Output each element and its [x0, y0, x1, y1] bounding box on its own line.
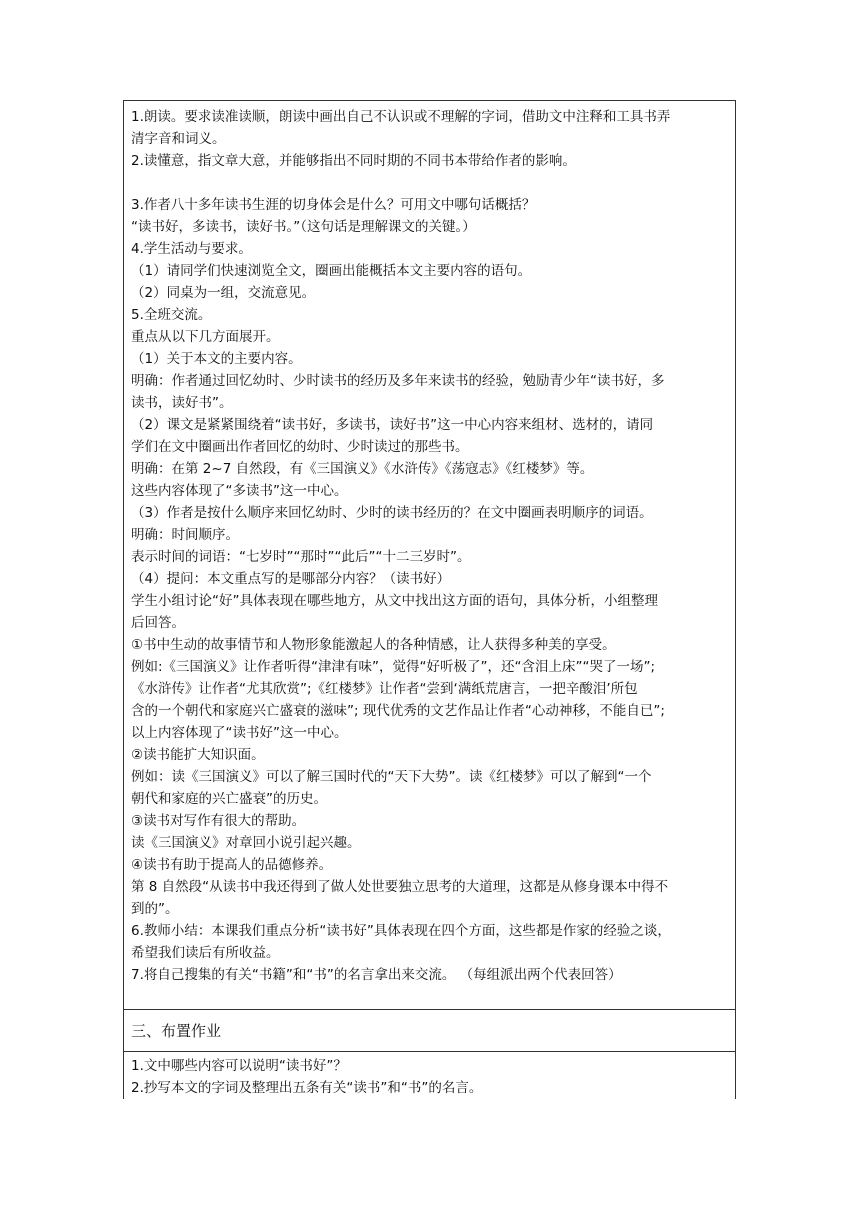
lesson-line: 后回答。: [131, 615, 185, 631]
lesson-line: ②读书能扩大知识面。: [131, 747, 265, 763]
lesson-line: 第 8 自然段“从读书中我还得到了做人处世要独立思考的大道理，这都是从修身课本中得不: [131, 879, 669, 895]
lesson-line: 学们在文中圈画出作者回忆的幼时、少时读过的那些书。: [131, 439, 469, 455]
homework-line: 2.抄写本文的字词及整理出五条有关“读书”和“书”的名言。: [131, 1080, 483, 1096]
lesson-line: 4.学生活动与要求。: [131, 241, 252, 257]
lesson-line: （1）请同学们快速浏览全文，圈画出能概括本文主要内容的语句。: [131, 263, 532, 279]
lesson-line: 《水浒传》让作者“尤其欣赏”;《红楼梦》让作者“尝到‘满纸荒唐言，一把辛酸泪’所包: [131, 681, 638, 697]
lesson-line: ③读书对写作有很大的帮助。: [131, 813, 306, 829]
lesson-line: 学生小组讨论“好”具体表现在哪些地方，从文中找出这方面的语句，具体分析，小组整理: [131, 593, 658, 609]
lesson-line: 明确：作者通过回忆幼时、少时读书的经历及多年来读书的经验，勉励青少年“读书好，多: [131, 373, 665, 389]
lesson-line: ④读书有助于提高人的品德修养。: [131, 857, 333, 873]
lesson-line: 以上内容体现了“读书好”这一中心。: [131, 725, 348, 741]
lesson-line: “读书好，多读书，读好书。”（这句话是理解课文的关键。）: [131, 219, 476, 235]
row-divider: [124, 1051, 735, 1052]
lesson-line: 明确：在第 2~7 自然段，有《三国演义》《水浒传》《荡寇志》《红楼梦》等。: [131, 461, 594, 477]
lesson-line: 1.朗读。要求读准读顺，朗读中画出自己不认识或不理解的字词，借助文中注释和工具书弄: [131, 109, 671, 125]
lesson-line: 读《三国演义》对章回小说引起兴趣。: [131, 835, 361, 851]
lesson-line: 明确：时间顺序。: [131, 527, 239, 543]
lesson-line: 2.读懂意，指文章大意，并能够指出不同时期的不同书本带给作者的影响。: [131, 153, 576, 169]
lesson-line: 朝代和家庭的兴亡盛衰”的历史。: [131, 791, 327, 807]
lesson-line: 含的一个朝代和家庭兴亡盛衰的滋味”; 现代优秀的文艺作品让作者“心动神移，不能自已”;: [131, 703, 665, 719]
lesson-line: 重点从以下几方面展开。: [131, 329, 280, 345]
lesson-line: 希望我们读后有所收益。: [131, 945, 280, 961]
lesson-line: 清字音和词义。: [131, 131, 226, 147]
lesson-line: 7.将自己搜集的有关“书籍”和“书”的名言拿出来交流。 （每组派出两个代表回答）: [131, 967, 622, 983]
lesson-line: 例如:《三国演义》让作者听得“津津有味”，觉得“好听极了”，还“含泪上床”“哭了一场”;: [131, 659, 656, 675]
lesson-line: 到的”。: [131, 901, 179, 917]
lesson-line: 这些内容体现了“多读书”这一中心。: [131, 483, 348, 499]
lesson-line: ①书中生动的故事情节和人物形象能激起人的各种情感，让人获得多种美的享受。: [131, 637, 616, 653]
lesson-line: 例如：读《三国演义》可以了解三国时代的“天下大势”。读《红楼梦》可以了解到“一个: [131, 769, 652, 785]
lesson-line: （4）提问：本文重点写的是哪部分内容？（读书好）: [131, 571, 451, 587]
lesson-table: [123, 100, 736, 1099]
lesson-line: 3.作者八十多年读书生涯的切身体会是什么？可用文中哪句话概括？: [131, 197, 536, 213]
lesson-line: （2）同桌为一组，交流意见。: [131, 285, 316, 301]
lesson-line: 5.全班交流。: [131, 307, 212, 323]
homework-line: 1.文中哪些内容可以说明“读书好”？: [131, 1058, 347, 1074]
lesson-line: 6.教师小结：本课我们重点分析“读书好”具体表现在四个方面，这些都是作家的经验之谈，: [131, 923, 671, 939]
lesson-line: （1）关于本文的主要内容。: [131, 351, 302, 367]
lesson-line: 表示时间的词语：“七岁时”“那时”“此后”“十二三岁时”。: [131, 549, 471, 565]
homework-heading: 三、布置作业: [131, 1022, 222, 1040]
row-divider: [124, 1009, 735, 1010]
lesson-line: （3）作者是按什么顺序来回忆幼时、少时的读书经历的？在文中圈画表明顺序的词语。: [131, 505, 653, 521]
lesson-line: 读书，读好书”。: [131, 395, 233, 411]
lesson-line: （2）课文是紧紧围绕着“读书好，多读书，读好书”这一中心内容来组材、选材的，请同: [131, 417, 654, 433]
